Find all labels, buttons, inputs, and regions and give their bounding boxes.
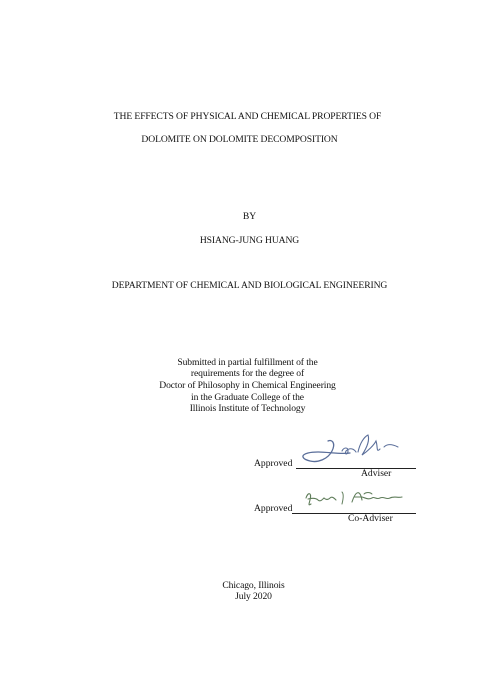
- handwritten-signature-icon: [302, 488, 414, 512]
- submission-line-4: in the Graduate College of the: [191, 392, 304, 403]
- coadviser-role: Co-Adviser: [348, 513, 393, 524]
- submission-line-5: Illinois Institute of Technology: [189, 403, 306, 414]
- thesis-title-line-1: THE EFFECTS OF PHYSICAL AND CHEMICAL PROPERTIES OF: [113, 111, 382, 122]
- department-name: DEPARTMENT OF CHEMICAL AND BIOLOGICAL ENGINEERING: [111, 280, 388, 291]
- adviser-role: Adviser: [361, 468, 392, 479]
- by-label: BY: [242, 211, 257, 222]
- handwritten-signature-icon: [298, 433, 406, 471]
- thesis-title-line-2: DOLOMITE ON DOLOMITE DECOMPOSITION: [141, 134, 338, 145]
- approved-label-coadviser: Approved: [254, 503, 293, 514]
- submission-line-3: Doctor of Philosophy in Chemical Engineering: [159, 380, 336, 391]
- submission-date: July 2020: [235, 591, 272, 602]
- author-name: HSIANG-JUNG HUANG: [199, 235, 300, 246]
- submission-line-2: requirements for the degree of: [190, 368, 305, 379]
- location: Chicago, Illinois: [222, 580, 285, 591]
- adviser-signature-line: [296, 468, 416, 469]
- approved-label-adviser: Approved: [254, 458, 293, 469]
- submission-line-1: Submitted in partial fulfillment of the: [177, 357, 318, 368]
